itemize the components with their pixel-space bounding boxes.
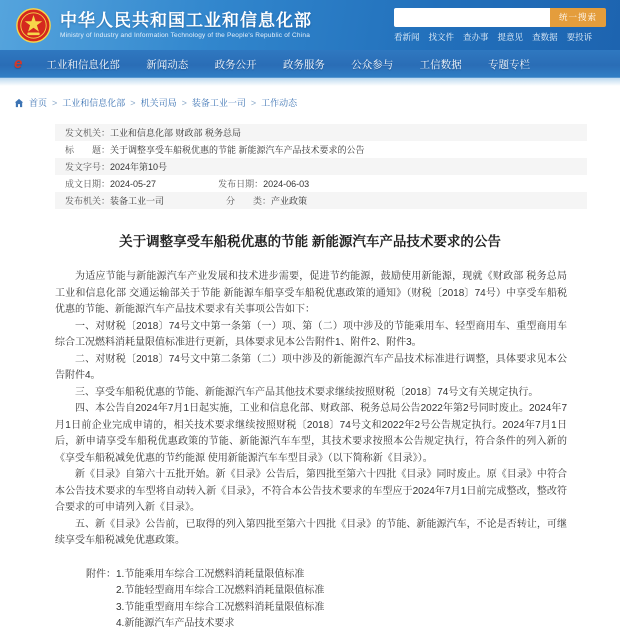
attachment-link-2[interactable]: 2.节能轻型商用车综合工况燃料消耗量限值标准: [116, 585, 325, 596]
quick-link-data[interactable]: 查数据: [532, 31, 558, 42]
meta-label: 发布日期：: [218, 179, 264, 189]
breadcrumb: [0, 86, 620, 118]
breadcrumb-equipment-dept[interactable]: 装备工业一司: [191, 98, 246, 108]
miit-logo-icon: e: [14, 55, 23, 72]
meta-label: 标 题：: [65, 145, 111, 155]
nav-item-gov-disclosure[interactable]: 政务公开: [214, 58, 257, 71]
nav-item-miit-data[interactable]: 工信数据: [419, 58, 462, 71]
quick-link-services[interactable]: 查办事: [463, 31, 489, 42]
meta-row-publisher: [55, 192, 587, 209]
site-name-en: Ministry of Industry and Information Technology of the People's Republic of China: [60, 31, 311, 39]
quick-link-files[interactable]: 找文件: [428, 31, 455, 42]
meta-value: 装备工业一司: [110, 196, 165, 206]
paragraph: 三、享受车船税优惠的节能、新能源汽车产品其他技术要求继续按照财税〔2018〕74号文有关规定执行。: [75, 386, 539, 398]
national-emblem-icon: [16, 8, 51, 43]
attachments-label: 附件：: [86, 568, 116, 580]
breadcrumb-departments[interactable]: 机关司局: [140, 98, 177, 108]
paragraph: 新《目录》自第六十五批开始。新《目录》公告后，第四批至第六十四批《目录》同时废止。原《目录》中符合本公告技术要求的车型将自动转入新《目录》，不符合本公告技术要求的车型应于2024年7月1日前完成整改，整改符合要求的可申请列入新《目录》。: [55, 469, 567, 513]
meta-label: 成文日期：: [65, 179, 111, 189]
site-banner: [0, 0, 620, 50]
meta-value: 2024年第10号: [110, 162, 168, 172]
search-bar: [394, 8, 606, 27]
meta-row-issuing-agency: [55, 124, 587, 141]
quick-link-feedback[interactable]: 提意见: [497, 31, 524, 42]
paragraph: 五、新《目录》公告前，已取得的列入第四批至第六十四批《目录》的节能、新能源汽车，不论是否转让，可继续享受车船税减免优惠政策。: [55, 518, 567, 546]
paragraph: 为适应节能与新能源汽车产业发展和技术进步需要，促进节约能源，鼓励使用新能源，现就《财政部 税务总局 工业和信息化部 交通运输部关于节能 新能源车船享受车船税优惠政策的通知》（财税〔2018〕74号）中享受车船税优惠的节能、新能源汽车产品技术要求有关事项公告如下：: [55, 271, 567, 315]
paragraph: 二、对财税〔2018〕74号文中第二条第（二）项中涉及的新能源汽车产品技术标准进行调整，具体要求见本公告附件4。: [55, 353, 567, 381]
quick-links: [394, 31, 592, 43]
breadcrumb-separator: >: [250, 97, 257, 108]
attachment-link-4[interactable]: 4.新能源汽车产品技术要求: [116, 618, 235, 629]
breadcrumb-home[interactable]: 首页: [29, 98, 48, 108]
meta-value: 关于调整享受车船税优惠的节能 新能源汽车产品技术要求的公告: [110, 145, 365, 155]
document-title: 关于调整享受车船税优惠的节能 新能源汽车产品技术要求的公告: [119, 234, 501, 249]
nav-item-news[interactable]: 新闻动态: [146, 58, 189, 71]
breadcrumb-work-updates[interactable]: 工作动态: [261, 98, 298, 108]
meta-col-written-date: [65, 177, 156, 190]
meta-row-dates: [55, 175, 587, 192]
site-titles: [60, 11, 312, 40]
paragraph: 四、本公告自2024年7月1日起实施，工业和信息化部、财政部、税务总局公告2022年第2号同时废止。2024年7月1日前企业完成申请的，相关技术要求继续按照财税〔2018〕74号文和2022年2号公告规定执行。2024年7月1日后，新申请享受车船税优惠政策的节能、新能源汽车车型，其技术要求按照本公告规定执行，符合条件的列入新的《享受车船税减免优惠的节约能源 使用新能源汽车车型目录》（以下简称新《目录》）。: [55, 403, 567, 464]
nav-item-special-topics[interactable]: 专题专栏: [488, 58, 530, 71]
meta-value: 产业政策: [271, 196, 308, 206]
attachments-section: [86, 567, 620, 633]
home-icon[interactable]: [14, 98, 24, 108]
nav-items: [46, 57, 530, 72]
breadcrumb-separator: >: [130, 97, 136, 108]
breadcrumb-separator: >: [52, 97, 58, 108]
meta-label: 发文字号：: [65, 162, 111, 172]
attachment-link-1[interactable]: 1.节能乘用车综合工况燃料消耗量限值标准: [116, 568, 305, 580]
quick-link-complaint[interactable]: 要投诉: [566, 31, 593, 42]
banner-tools: [394, 8, 606, 43]
paragraph: 一、对财税〔2018〕74号文中第一条第（一）项、第（二）项中涉及的节能乘用车、轻型商用车、重型商用车综合工况燃料消耗量限值标准进行更新，具体要求见本公告附件1、附件2、附件3。: [55, 320, 567, 348]
site-name: 中华人民共和国工业和信息化部: [60, 10, 312, 30]
meta-value: 2024-05-27: [110, 178, 157, 189]
attachment-link-3[interactable]: 3.节能重型商用车综合工况燃料消耗量限值标准: [116, 601, 325, 613]
nav-item-gov-services[interactable]: 政务服务: [282, 58, 325, 71]
search-input[interactable]: [394, 8, 550, 27]
nav-item-ministry[interactable]: 工业和信息化部: [46, 58, 120, 71]
attachments-list: [116, 567, 324, 633]
meta-value: 工业和信息化部 财政部 税务总局: [110, 128, 242, 138]
breadcrumb-ministry[interactable]: 工业和信息化部: [62, 98, 126, 108]
document-meta-table: [55, 124, 587, 209]
meta-label: 分 类：: [226, 196, 272, 206]
meta-row-title: [55, 141, 587, 158]
quick-link-news[interactable]: 看新闻: [394, 31, 420, 42]
meta-row-doc-number: [55, 158, 587, 175]
meta-col-publish-date: [218, 177, 309, 190]
nav-item-public-participation[interactable]: 公众参与: [351, 58, 394, 71]
banner-fade: [0, 78, 620, 86]
banner-branding: [16, 8, 312, 43]
breadcrumb-separator: >: [181, 97, 187, 108]
meta-value: 2024-06-03: [263, 178, 310, 189]
meta-col-category: [226, 194, 307, 207]
meta-col-publisher: [65, 194, 164, 207]
main-nav: [0, 50, 620, 78]
document-body: [55, 269, 567, 550]
unified-search-button[interactable]: 统一搜索: [550, 8, 606, 27]
meta-label: 发文机关：: [65, 128, 111, 138]
meta-label: 发布机关：: [65, 196, 111, 206]
